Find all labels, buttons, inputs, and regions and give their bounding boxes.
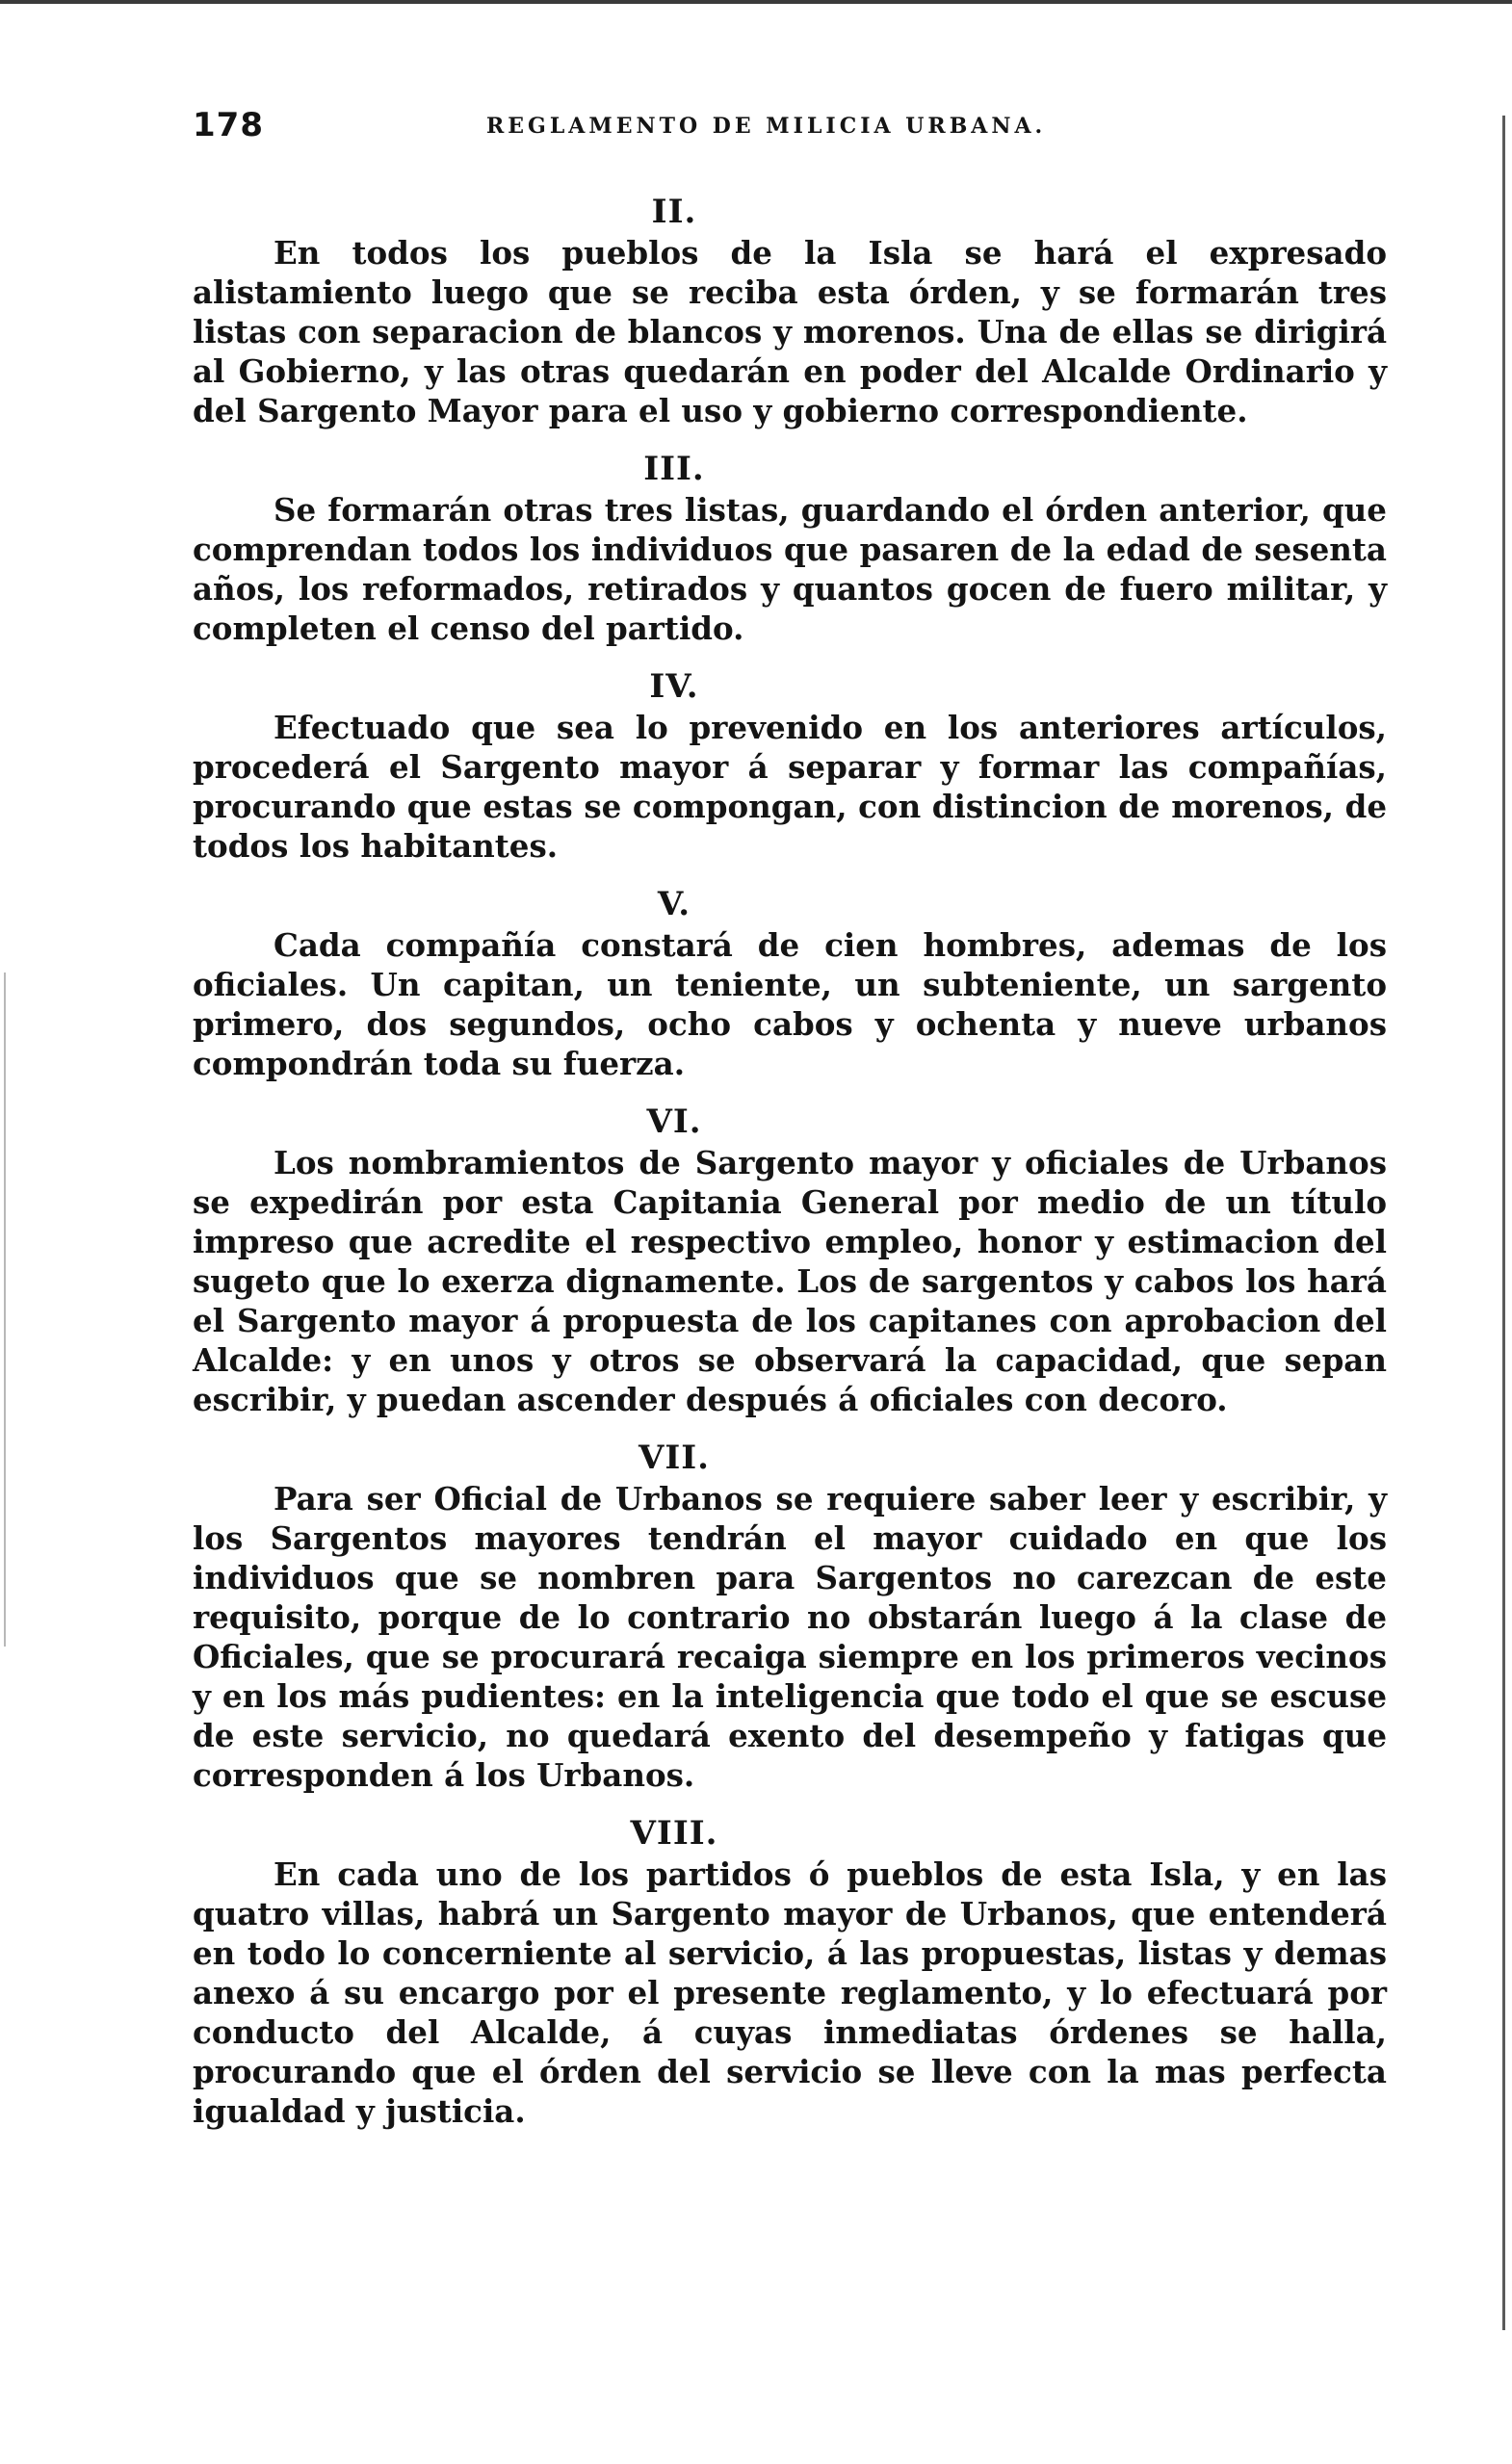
running-head — [193, 106, 1387, 164]
section-VI — [193, 1101, 1387, 1419]
section-paragraph: Los nombramientos de Sargento mayor y oficiales de Urbanos se expedirán por esta Capitania General por medio de un título impreso que acredite el respectivo empleo, honor y estimacion del sugeto que lo exerza dignamente. Los de sargentos y cabos los hará el Sargento mayor á propuesta de los capitanes con aprobacion del Alcalde: y en unos y otros se observará la capacidad, que sepan escribir, y puedan ascender después á oficiales con decoro. — [193, 1144, 1387, 1418]
scan-right-margin-line — [1502, 116, 1505, 2330]
section-paragraph: En todos los pueblos de la Isla se hará el expresado alistamiento luego que se reciba esta órden, y se formarán tres listas con separacion de blancos y morenos. Una de ellas se dirigirá al Gobierno, y las otras quedarán en poder del Alcalde Ordinario y del Sargento Mayor para el uso y gobierno correspondiente. — [193, 234, 1387, 429]
section-number: V. — [657, 885, 691, 923]
section-number: VII. — [638, 1439, 711, 1477]
section-paragraph: Efectuado que sea lo prevenido en los anteriores artículos, procederá el Sargento mayor á separar y formar las compañías, procurando que estas se compongan, con distincion de morenos, de todos los habitantes. — [193, 709, 1387, 865]
section-III — [193, 448, 1387, 648]
scan-left-margin-line — [4, 973, 6, 1647]
section-number: IV. — [649, 667, 699, 706]
section-paragraph: En cada uno de los partidos ó pueblos de esta Isla, y en las quatro villas, habrá un Sargento mayor de Urbanos, que entenderá en todo lo concerniente al servicio, á las propuestas, listas y demas anexo á su encargo por el presente reglamento, y lo efectuará por conducto del Alcalde, á cuyas inmediatas órdenes se halla, procurando que el órden del servicio se lleve con la mas perfecta igualdad y justicia. — [193, 1855, 1387, 2130]
section-number: III. — [643, 450, 705, 488]
section-IV — [193, 665, 1387, 866]
section-number: II. — [651, 193, 697, 231]
section-number: VI. — [646, 1102, 702, 1141]
page-number: 178 — [193, 106, 264, 144]
section-V — [193, 883, 1387, 1083]
book-title: REGLAMENTO DE MILICIA URBANA. — [486, 114, 1047, 139]
section-number: VIII. — [630, 1814, 718, 1853]
section-VIII — [193, 1812, 1387, 2131]
scan-top-rule — [0, 0, 1512, 4]
section-paragraph: Cada compañía constará de cien hombres, ademas de los oficiales. Un capitan, un teniente, un subteniente, un sargento primero, dos segundos, ocho cabos y ochenta y nueve urbanos compondrán toda su fuerza. — [193, 926, 1387, 1082]
section-II — [193, 191, 1387, 430]
document-page — [193, 106, 1387, 2135]
section-VII — [193, 1437, 1387, 1795]
section-paragraph: Se formarán otras tres listas, guardando el órden anterior, que comprendan todos los individuos que pasaren de la edad de sesenta años, los reformados, retirados y quantos gocen de fuero militar, y completen el censo del partido. — [193, 491, 1387, 647]
section-paragraph: Para ser Oficial de Urbanos se requiere saber leer y escribir, y los Sargentos mayores tendrán el mayor cuidado en que los individuos que se nombren para Sargentos no carezcan de este requisito, porque de lo contrario no obstarán luego á la clase de Oficiales, que se procurará recaiga siempre en los primeros vecinos y en los más pudientes: en la inteligencia que todo el que se escuse de este servicio, no quedará exento del desempeño y fatigas que corresponden á los Urbanos. — [193, 1480, 1387, 1794]
